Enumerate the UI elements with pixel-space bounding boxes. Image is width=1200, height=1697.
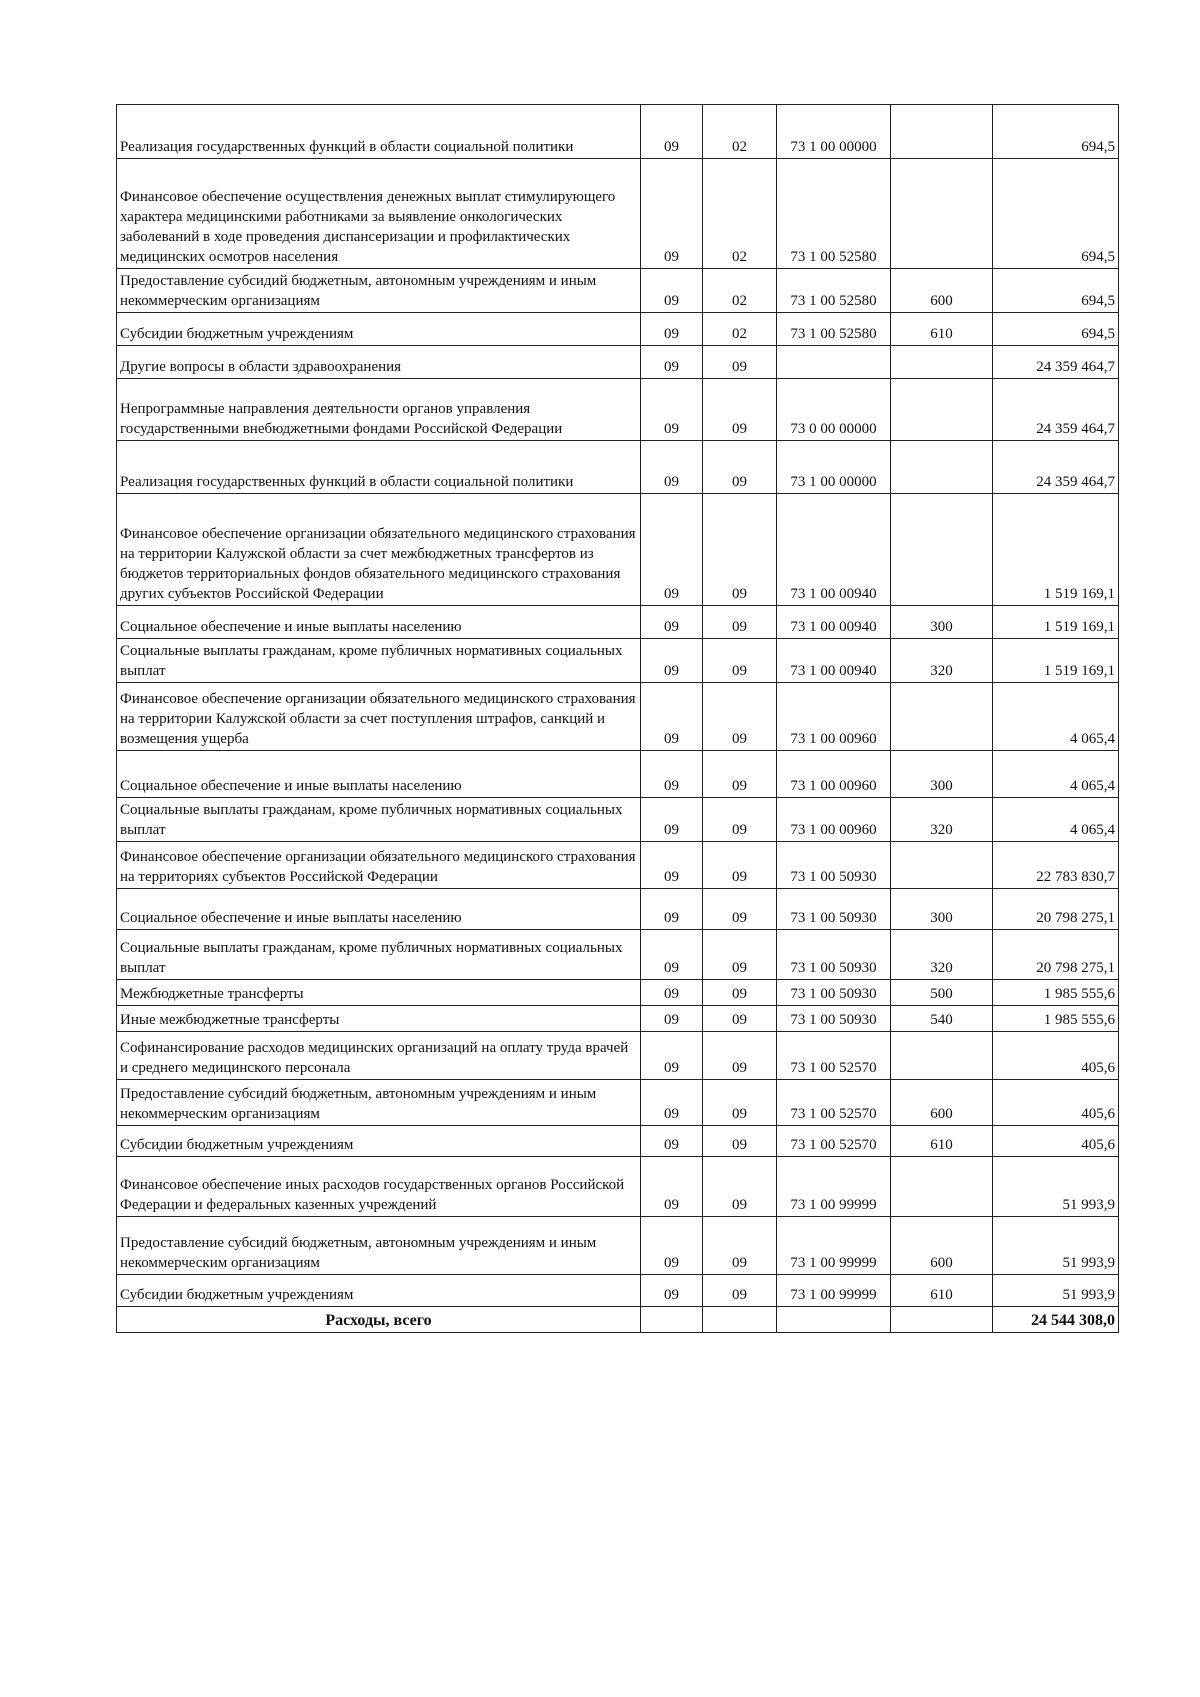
row-section: 09 [641, 159, 703, 269]
row-expense-type: 600 [891, 269, 993, 313]
total-empty-pr [703, 1307, 777, 1333]
row-target-article: 73 1 00 99999 [777, 1275, 891, 1307]
row-name: Реализация государственных функций в области социальной политики [117, 441, 641, 494]
row-subsection: 09 [703, 379, 777, 441]
row-name: Финансовое обеспечение организации обязательного медицинского страхования на территориях субъектов Российской Федерации [117, 842, 641, 889]
table-row [117, 842, 1119, 889]
row-section: 09 [641, 494, 703, 606]
row-section: 09 [641, 683, 703, 751]
row-target-article: 73 1 00 00960 [777, 683, 891, 751]
table-row [117, 346, 1119, 379]
row-subsection: 09 [703, 1032, 777, 1080]
row-subsection: 09 [703, 980, 777, 1006]
row-subsection: 09 [703, 683, 777, 751]
row-amount: 24 359 464,7 [993, 379, 1119, 441]
row-expense-type [891, 683, 993, 751]
row-name: Реализация государственных функций в области социальной политики [117, 105, 641, 159]
row-amount: 51 993,9 [993, 1275, 1119, 1307]
row-name: Социальное обеспечение и иные выплаты населению [117, 889, 641, 930]
row-expense-type: 320 [891, 798, 993, 842]
table-row [117, 1217, 1119, 1275]
row-section: 09 [641, 269, 703, 313]
row-expense-type [891, 346, 993, 379]
row-amount: 1 519 169,1 [993, 494, 1119, 606]
row-name: Социальное обеспечение и иные выплаты населению [117, 606, 641, 639]
total-empty-vr [891, 1307, 993, 1333]
row-name: Непрограммные направления деятельности органов управления государственными внебюджетными фондами Российской Федерации [117, 379, 641, 441]
row-target-article: 73 1 00 00000 [777, 105, 891, 159]
row-target-article: 73 1 00 52580 [777, 159, 891, 269]
table-row [117, 1080, 1119, 1126]
row-subsection: 09 [703, 1157, 777, 1217]
row-section: 09 [641, 1006, 703, 1032]
row-name: Иные межбюджетные трансферты [117, 1006, 641, 1032]
row-subsection: 09 [703, 751, 777, 798]
row-section: 09 [641, 441, 703, 494]
row-expense-type [891, 842, 993, 889]
row-target-article: 73 1 00 00940 [777, 606, 891, 639]
table-row [117, 683, 1119, 751]
row-section: 09 [641, 1217, 703, 1275]
row-name: Предоставление субсидий бюджетным, автономным учреждениям и иным некоммерческим организациям [117, 1217, 641, 1275]
row-section: 09 [641, 798, 703, 842]
row-section: 09 [641, 313, 703, 346]
total-row [117, 1307, 1119, 1333]
total-sum: 24 544 308,0 [993, 1307, 1119, 1333]
row-section: 09 [641, 842, 703, 889]
table-row [117, 1006, 1119, 1032]
row-expense-type: 320 [891, 639, 993, 683]
row-section: 09 [641, 1126, 703, 1157]
row-subsection: 09 [703, 798, 777, 842]
row-target-article: 73 1 00 52580 [777, 313, 891, 346]
row-name: Социальное обеспечение и иные выплаты населению [117, 751, 641, 798]
table-row [117, 1275, 1119, 1307]
row-subsection: 02 [703, 105, 777, 159]
table-row [117, 269, 1119, 313]
row-target-article: 73 1 00 52580 [777, 269, 891, 313]
row-amount: 51 993,9 [993, 1157, 1119, 1217]
row-target-article: 73 1 00 52570 [777, 1126, 891, 1157]
row-expense-type [891, 105, 993, 159]
row-target-article: 73 0 00 00000 [777, 379, 891, 441]
row-target-article: 73 1 00 52570 [777, 1080, 891, 1126]
row-target-article: 73 1 00 50930 [777, 930, 891, 980]
row-expense-type: 300 [891, 889, 993, 930]
table-row [117, 798, 1119, 842]
row-amount: 20 798 275,1 [993, 930, 1119, 980]
row-expense-type: 600 [891, 1217, 993, 1275]
row-section: 09 [641, 1080, 703, 1126]
row-expense-type [891, 1032, 993, 1080]
row-name: Другие вопросы в области здравоохранения [117, 346, 641, 379]
table-row [117, 441, 1119, 494]
row-section: 09 [641, 1157, 703, 1217]
table-row [117, 1157, 1119, 1217]
row-subsection: 09 [703, 889, 777, 930]
table-body [117, 105, 1119, 1307]
row-target-article [777, 346, 891, 379]
row-subsection: 09 [703, 1275, 777, 1307]
row-amount: 24 359 464,7 [993, 441, 1119, 494]
row-name: Софинансирование расходов медицинских организаций на оплату труда врачей и среднего медицинского персонала [117, 1032, 641, 1080]
row-name: Предоставление субсидий бюджетным, автономным учреждениям и иным некоммерческим организациям [117, 1080, 641, 1126]
row-target-article: 73 1 00 50930 [777, 842, 891, 889]
row-name: Субсидии бюджетным учреждениям [117, 1126, 641, 1157]
table-row [117, 379, 1119, 441]
row-amount: 1 985 555,6 [993, 1006, 1119, 1032]
row-section: 09 [641, 1032, 703, 1080]
table-row [117, 889, 1119, 930]
row-subsection: 09 [703, 606, 777, 639]
row-subsection: 09 [703, 1217, 777, 1275]
row-section: 09 [641, 105, 703, 159]
total-empty-rz [641, 1307, 703, 1333]
row-expense-type: 320 [891, 930, 993, 980]
row-expense-type [891, 159, 993, 269]
row-amount: 694,5 [993, 269, 1119, 313]
row-name: Социальные выплаты гражданам, кроме публичных нормативных социальных выплат [117, 639, 641, 683]
row-expense-type [891, 1157, 993, 1217]
row-amount: 22 783 830,7 [993, 842, 1119, 889]
table-row [117, 1126, 1119, 1157]
row-subsection: 02 [703, 159, 777, 269]
row-section: 09 [641, 889, 703, 930]
row-amount: 405,6 [993, 1126, 1119, 1157]
row-expense-type [891, 441, 993, 494]
row-section: 09 [641, 1275, 703, 1307]
row-expense-type: 500 [891, 980, 993, 1006]
row-expense-type: 600 [891, 1080, 993, 1126]
row-amount: 51 993,9 [993, 1217, 1119, 1275]
table-row [117, 494, 1119, 606]
table-row [117, 313, 1119, 346]
table-row [117, 930, 1119, 980]
row-amount: 4 065,4 [993, 683, 1119, 751]
row-name: Социальные выплаты гражданам, кроме публичных нормативных социальных выплат [117, 798, 641, 842]
row-amount: 20 798 275,1 [993, 889, 1119, 930]
row-subsection: 02 [703, 313, 777, 346]
row-subsection: 09 [703, 639, 777, 683]
row-target-article: 73 1 00 00000 [777, 441, 891, 494]
row-amount: 4 065,4 [993, 798, 1119, 842]
table-row [117, 105, 1119, 159]
row-amount: 405,6 [993, 1032, 1119, 1080]
row-name: Финансовое обеспечение иных расходов государственных органов Российской Федерации и федеральных казенных учреждений [117, 1157, 641, 1217]
row-amount: 405,6 [993, 1080, 1119, 1126]
row-name: Субсидии бюджетным учреждениям [117, 1275, 641, 1307]
row-expense-type: 300 [891, 751, 993, 798]
row-subsection: 09 [703, 441, 777, 494]
row-target-article: 73 1 00 00960 [777, 798, 891, 842]
row-amount: 4 065,4 [993, 751, 1119, 798]
row-expense-type: 540 [891, 1006, 993, 1032]
table-row [117, 1032, 1119, 1080]
row-subsection: 09 [703, 842, 777, 889]
row-name: Финансовое обеспечение осуществления денежных выплат стимулирующего характера медицинскими работниками за выявление онкологических заболеваний в ходе проведения диспансеризации и профилактических медицинских осмотров населения [117, 159, 641, 269]
row-subsection: 09 [703, 1126, 777, 1157]
table-row [117, 639, 1119, 683]
row-amount: 1 519 169,1 [993, 639, 1119, 683]
row-expense-type [891, 494, 993, 606]
row-target-article: 73 1 00 50930 [777, 889, 891, 930]
row-target-article: 73 1 00 00940 [777, 494, 891, 606]
row-name: Субсидии бюджетным учреждениям [117, 313, 641, 346]
row-name: Финансовое обеспечение организации обязательного медицинского страхования на территории Калужской области за счет поступления штрафов, санкций и возмещения ущерба [117, 683, 641, 751]
row-section: 09 [641, 639, 703, 683]
row-expense-type: 610 [891, 1126, 993, 1157]
row-subsection: 09 [703, 930, 777, 980]
row-name: Межбюджетные трансферты [117, 980, 641, 1006]
row-section: 09 [641, 751, 703, 798]
row-amount: 1 519 169,1 [993, 606, 1119, 639]
row-target-article: 73 1 00 00960 [777, 751, 891, 798]
row-section: 09 [641, 930, 703, 980]
row-amount: 24 359 464,7 [993, 346, 1119, 379]
row-target-article: 73 1 00 50930 [777, 980, 891, 1006]
row-target-article: 73 1 00 99999 [777, 1217, 891, 1275]
table-row [117, 606, 1119, 639]
row-subsection: 02 [703, 269, 777, 313]
row-expense-type: 300 [891, 606, 993, 639]
row-section: 09 [641, 346, 703, 379]
row-section: 09 [641, 980, 703, 1006]
row-target-article: 73 1 00 52570 [777, 1032, 891, 1080]
row-target-article: 73 1 00 50930 [777, 1006, 891, 1032]
row-amount: 694,5 [993, 313, 1119, 346]
row-subsection: 09 [703, 346, 777, 379]
row-name: Финансовое обеспечение организации обязательного медицинского страхования на территории Калужской области за счет межбюджетных трансфертов из бюджетов территориальных фондов обязательного медицинского страхования других субъектов Российской Федерации [117, 494, 641, 606]
row-subsection: 09 [703, 494, 777, 606]
row-subsection: 09 [703, 1006, 777, 1032]
table-row [117, 980, 1119, 1006]
table-row [117, 751, 1119, 798]
row-amount: 694,5 [993, 159, 1119, 269]
total-empty-csr [777, 1307, 891, 1333]
row-target-article: 73 1 00 99999 [777, 1157, 891, 1217]
row-section: 09 [641, 379, 703, 441]
row-name: Социальные выплаты гражданам, кроме публичных нормативных социальных выплат [117, 930, 641, 980]
row-expense-type: 610 [891, 313, 993, 346]
total-label: Расходы, всего [117, 1307, 641, 1333]
row-expense-type [891, 379, 993, 441]
row-section: 09 [641, 606, 703, 639]
row-subsection: 09 [703, 1080, 777, 1126]
row-amount: 1 985 555,6 [993, 980, 1119, 1006]
row-target-article: 73 1 00 00940 [777, 639, 891, 683]
table-row [117, 159, 1119, 269]
row-expense-type: 610 [891, 1275, 993, 1307]
budget-table [116, 104, 1119, 1333]
row-name: Предоставление субсидий бюджетным, автономным учреждениям и иным некоммерческим организациям [117, 269, 641, 313]
row-amount: 694,5 [993, 105, 1119, 159]
